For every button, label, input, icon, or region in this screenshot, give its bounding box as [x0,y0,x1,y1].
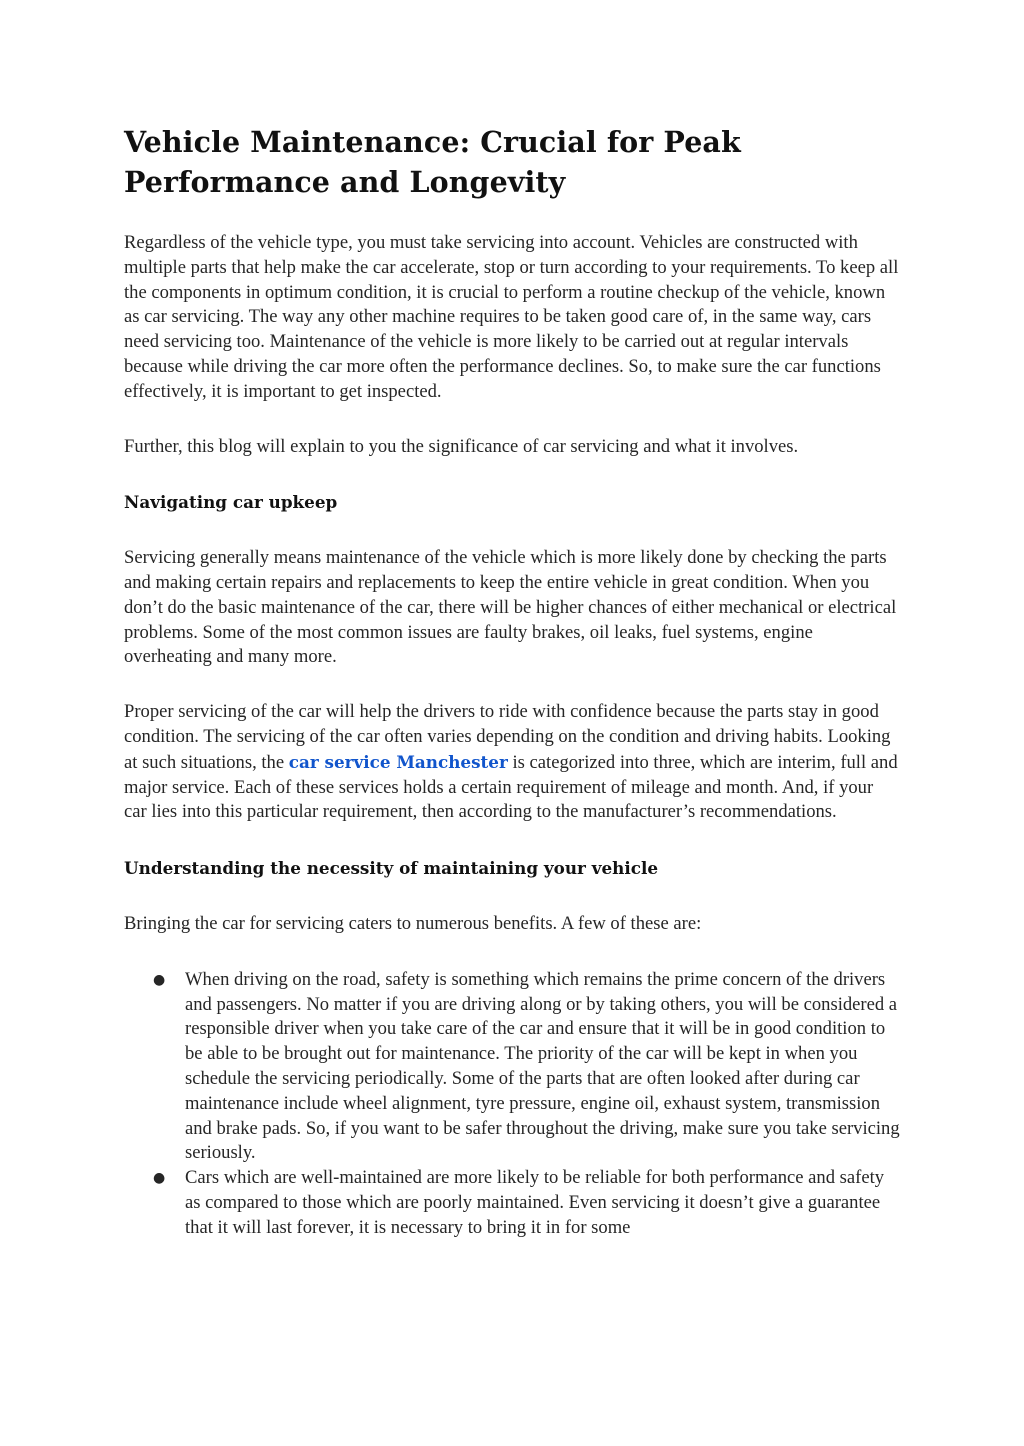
bullet-icon: ● [153,971,166,988]
bullet-icon: ● [153,1170,166,1187]
car-service-manchester-link[interactable]: car service Manchester [288,751,508,772]
benefits-intro-paragraph: Bringing the car for servicing caters to numerous benefits. A few of these are: [124,912,702,934]
document-body [124,122,900,1241]
page-title: Vehicle Maintenance: Crucial for Peak Performance and Longevity [124,125,741,199]
benefits-list [124,968,900,1241]
list-item [124,968,900,1166]
proper-servicing-text-before-link: Proper servicing of the car will help the drivers to ride with confidence because the parts stay in good condition. The servicing of the car often varies depending on the condition and driving habits. Looking at such situations, the [124,701,891,773]
list-item [124,1166,900,1240]
further-paragraph: Further, this blog will explain to you the significance of car servicing and what it involves. [124,435,799,457]
intro-paragraph: Regardless of the vehicle type, you must take servicing into account. Vehicles are constructed with multiple parts that help make the car accelerate, stop or turn according to your requirements. To keep all the components in optimum condition, it is crucial to perform a routine checkup of the vehicle, known as car servicing. The way any other machine requires to be taken good care of, in the same way, cars need servicing too. Maintenance of the vehicle is more likely to be carried out at regular intervals because while driving the car more often the performance declines. So, to make sure the car functions effectively, it is important to get inspected. [124,232,899,402]
section-heading-navigating: Navigating car upkeep [124,492,338,513]
list-item-text: Cars which are well-maintained are more likely to be reliable for both performance and safety as compared to those which are poorly maintained. Even servicing it doesn’t give a guarantee that it will last forever, it is necessary to bring it in for some [185,1167,885,1238]
list-item-text: When driving on the road, safety is something which remains the prime concern of the drivers and passengers. No matter if you are driving along or by taking others, you will be considered a responsible driver when you take care of the car and ensure that it will be in good condition to be able to be brought out for maintenance. The priority of the car will be kept in when you schedule the servicing periodically. Some of the parts that are often looked after during car maintenance include wheel alignment, tyre pressure, engine oil, exhaust system, transmission and brake pads. So, if you want to be safer throughout the driving, make sure you take servicing seriously. [185,968,900,1164]
proper-servicing-paragraph [124,700,900,825]
servicing-paragraph: Servicing generally means maintenance of the vehicle which is more likely done by checking the parts and making certain repairs and replacements to keep the entire vehicle in great condition. When you don’t do the basic maintenance of the car, there will be higher chances of either mechanical or electrical problems. Some of the most common issues are faulty brakes, oil leaks, fuel systems, engine overheating and many more. [124,547,897,668]
proper-servicing-text-after-link: is categorized into three, which are interim, full and major service. Each of these services holds a certain requirement of mileage and month. And, if your car lies into this particular requirement, then according to the manufacturer’s recommendations. [124,751,898,823]
section-heading-understanding: Understanding the necessity of maintaining your vehicle [124,858,659,879]
